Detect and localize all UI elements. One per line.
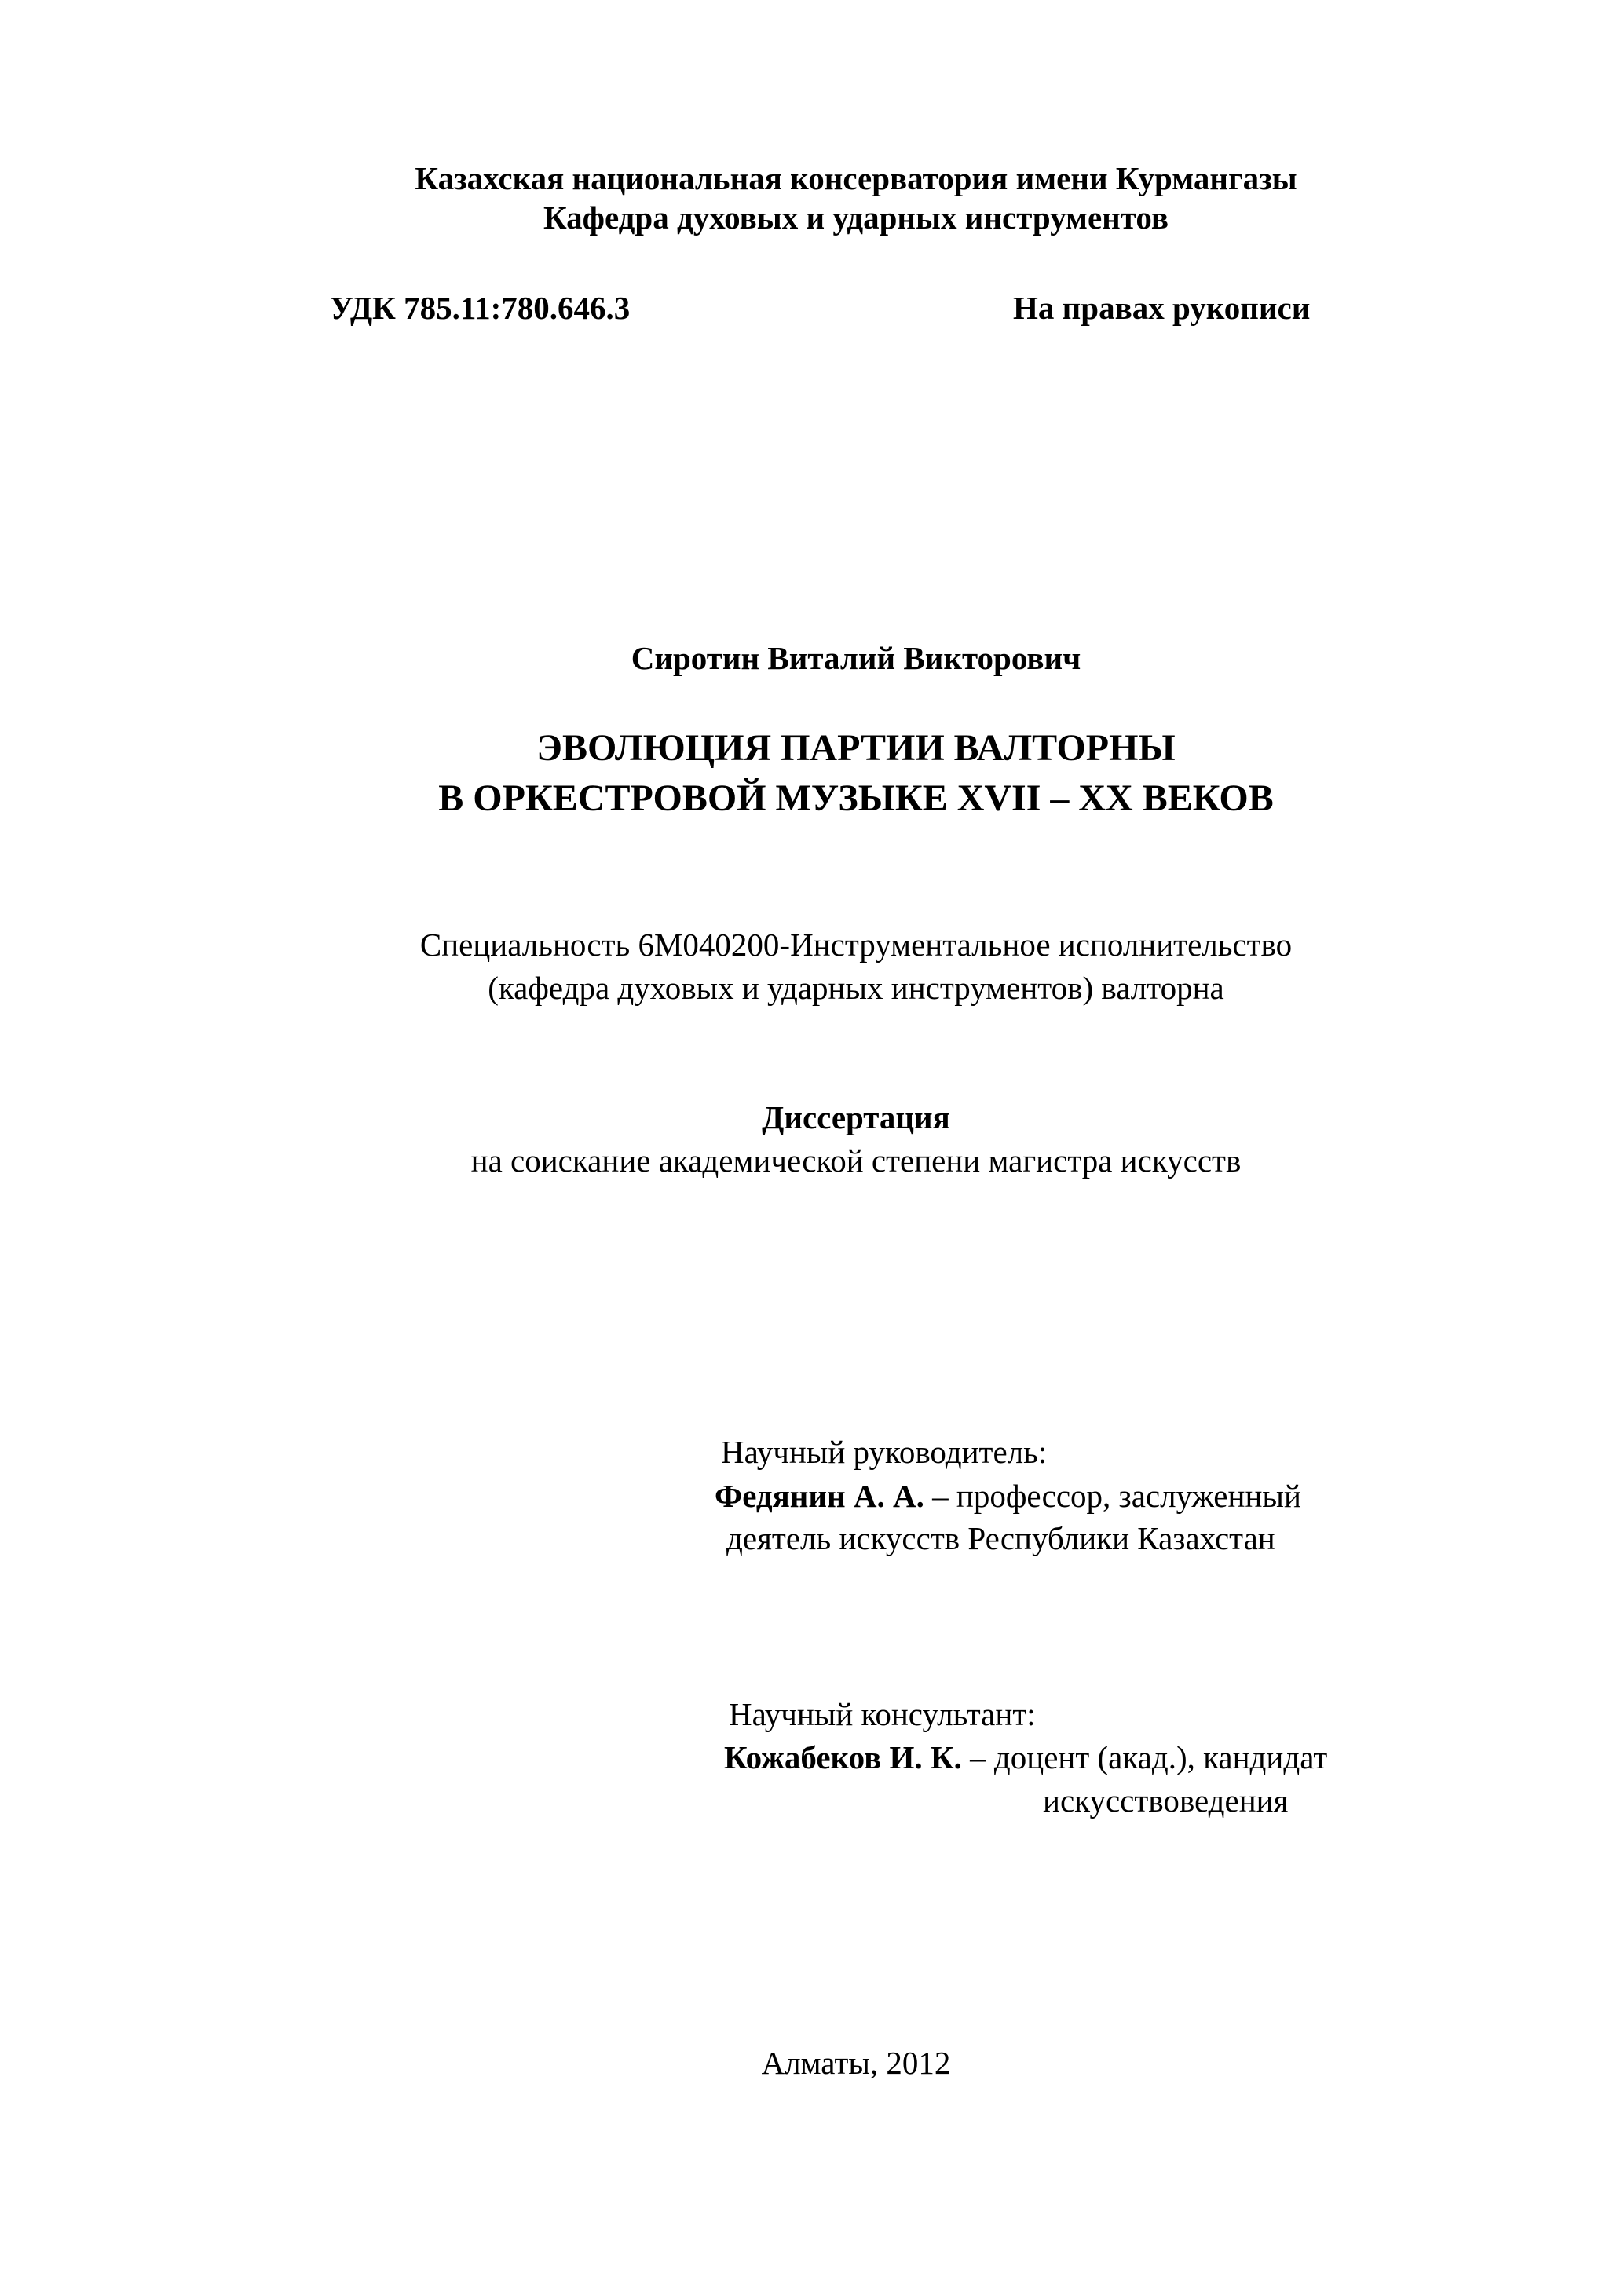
consultant-title: – доцент (акад.), кандидат [961,1739,1328,1775]
supervisor-label: Научный руководитель: [721,1434,1048,1470]
consultant-name: Кожабеков И. К. [724,1739,962,1775]
supervisor-line [715,1480,1301,1512]
dissertation-title-line-2: В ОРКЕСТРОВОЙ МУЗЫКЕ XVII – XX ВЕКОВ [438,777,1274,819]
udk-code: УДК 785.11:780.646.3 [330,290,631,326]
consultant-label: Научный консультант: [729,1696,1036,1732]
consultant-line [724,1739,1328,1775]
institution-name: Казахская национальная консерватория имени Курмангазы [415,160,1297,196]
supervisor-title: – профессор, заслуженный [924,1478,1301,1514]
specialty-line-2: (кафедра духовых и ударных инструментов) валторна [488,970,1224,1006]
specialty-line-1: Специальность 6М040200-Инструментальное исполнительство [419,927,1293,963]
dissertation-purpose: на соискание академической степени магистра искусств [470,1143,1242,1179]
dissertation-title-line-1: ЭВОЛЮЦИЯ ПАРТИИ ВАЛТОРНЫ [536,727,1176,769]
consultant-title-continued: искусствоведения [1043,1782,1289,1819]
author-name: Сиротин Виталий Викторович [631,640,1081,676]
manuscript-rights: На правах рукописи [1013,290,1311,326]
department-name: Кафедра духовых и ударных инструментов [543,199,1169,236]
supervisor-name: Федянин А. А. [715,1478,924,1514]
supervisor-title-continued: деятель искусств Республики Казахстан [726,1520,1275,1556]
city-and-year: Алматы, 2012 [761,2045,951,2081]
dissertation-label: Диссертация [762,1099,950,1135]
